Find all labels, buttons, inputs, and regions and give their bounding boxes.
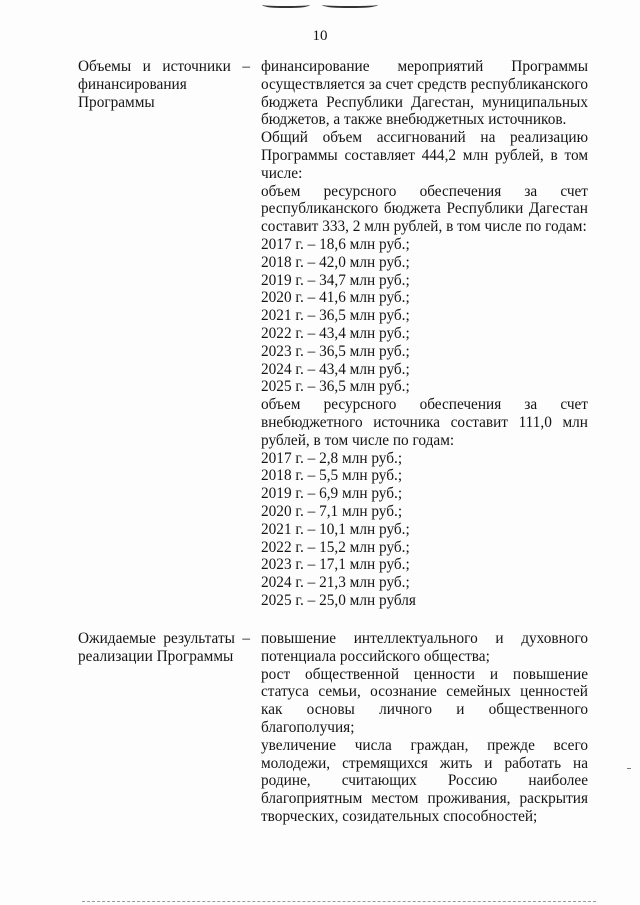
extrabudget-year-line: 2020 г. – 7,1 млн руб.; [261, 502, 403, 520]
funding-paragraph: Общий объем ассигнований на реализацию Программы составляет 444,2 млн рублей, в том числе: [261, 129, 588, 182]
extrabudget-intro: объем ресурсного обеспечения за счет внебюджетного источника составит 111,0 млн рублей, в том числе по годам: [261, 396, 588, 449]
budget-year-line: 2019 г. – 34,7 млн руб.; [261, 271, 410, 289]
extrabudget-year-line: 2019 г. – 6,9 млн руб.; [261, 485, 403, 503]
budget-year-line: 2022 г. – 43,4 млн руб.; [261, 324, 410, 342]
header-mark-left [262, 0, 310, 8]
extrabudget-year-line: 2018 г. – 5,5 млн руб.; [261, 467, 403, 485]
funding-content [261, 58, 588, 610]
results-paragraph: рост общественной ценности и повышение статуса семьи, осознание семейных ценностей как основы личного и общественного благополучия; [261, 665, 588, 736]
extrabudget-year-line: 2017 г. – 2,8 млн руб.; [261, 449, 403, 467]
budget-year-line: 2025 г. – 36,5 млн руб.; [261, 378, 410, 396]
extrabudget-year-line: 2023 г. – 17,1 млн руб.; [261, 556, 410, 574]
results-paragraph: увеличение числа граждан, прежде всего молодежи, стремящихся жить и работать на родине, считающих Россию наиболее благоприятным местом проживания, раскрытия творческих, созидательных способностей; [261, 736, 588, 825]
results-paragraph: повышение интеллектуального и духовного потенциала российского общества; [261, 630, 588, 665]
budget-year-line: 2024 г. – 43,4 млн руб.; [261, 360, 410, 378]
extrabudget-year-line: 2021 г. – 10,1 млн руб.; [261, 520, 410, 538]
budget-year-line: 2017 г. – 18,6 млн руб.; [261, 235, 410, 253]
page-number: 10 [312, 28, 328, 44]
budget-year-line: 2018 г. – 42,0 млн руб.; [261, 253, 410, 271]
header-mark-right [322, 0, 378, 8]
budget-year-line: 2021 г. – 36,5 млн руб.; [261, 307, 410, 325]
results-content [261, 630, 588, 826]
scan-mark [627, 768, 631, 769]
extrabudget-year-line: 2022 г. – 15,2 млн руб.; [261, 538, 410, 556]
budget-year-line: 2020 г. – 41,6 млн руб.; [261, 289, 410, 307]
budget-year-line: 2023 г. – 36,5 млн руб.; [261, 342, 410, 360]
footer-rule [82, 901, 596, 902]
extrabudget-year-line: 2025 г. – 25,0 млн рубля [261, 591, 416, 609]
funding-label: Объемы и источники – финансирования Программы [78, 58, 250, 111]
extrabudget-year-line: 2024 г. – 21,3 млн руб.; [261, 574, 410, 592]
funding-paragraph: объем ресурсного обеспечения за счет республиканского бюджета Республики Дагестан составит 333, 2 млн рублей, в том числе по годам: [261, 182, 588, 236]
results-label: Ожидаемые результаты – реализации Программы [78, 630, 250, 665]
funding-paragraph: финансирование мероприятий Программы осуществляется за счет средств республиканского бюджета Республики Дагестан, муниципальных бюджетов, а также внебюджетных источников. [261, 58, 588, 129]
